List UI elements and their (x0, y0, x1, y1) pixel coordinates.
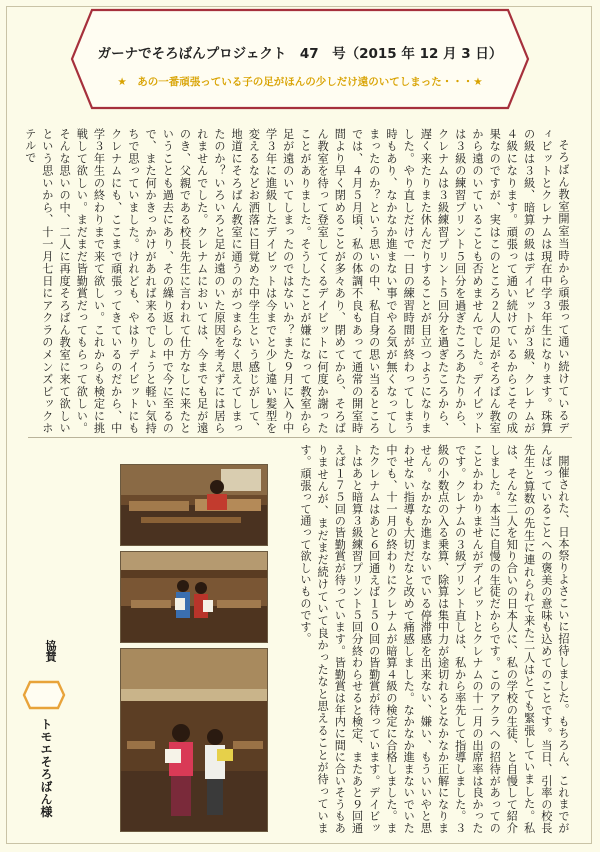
classroom-photo-3 (120, 648, 268, 832)
classroom-photo-2 (120, 551, 268, 643)
sponsor-label: 協賛 (44, 640, 57, 662)
article-paragraph: 開催された、日本祭りよさこいに招待しました。もちろん、これまでがんばっていることへの褒美の意味も込めてのことです。当日、引率の校長先生と算数の先生に連れられて来た二人はとても緊張していました。私は、そんな二人を知り合いの日本人に、私の学校の生徒、と自慢して紹介しました。本当に自慢の生徒だからです。このアクラへの招待があってのことかわかりませんがデイビットとクレナムの十一月の出席率は良かったです。クレナムの３級プリント直しは、私から率先して指導しました。３級の小数点の入る乗算、除算は集中力が途切れるとなかなか正解になりません。なかなか進まないでいる停滞感を出来ない、嫌い、もういいやと思わせない指導も大切だなと改めて痛感しました。なかなか進まないでいた中でも、十一月の終わりにクレナムが暗算４級の検定に合格しました。またクレナムはあと６回通えば１５０回の皆勤賞が待っています。デイビットはあと暗算３級練習プリント５回分終わらせると検定、またあと９回通えば１７５回の皆勤賞が待っています。皆勤賞は年内に間に合いそうもありませんが、まだまだ続けていて良かったなと思えることが待っています。頑張って通って欲しいものです。 (298, 444, 570, 834)
section-divider (28, 437, 572, 438)
sponsor-badge-icon (22, 680, 66, 710)
newsletter-subtitle: ★ あの一番頑張っている子の足がほんの少しだけ遠のいてしまった・・・★ (117, 76, 483, 88)
article-top-column (23, 128, 572, 434)
header-banner (70, 8, 530, 110)
classroom-photo-1 (120, 464, 268, 546)
sponsor-name: トモエそろばん様 (39, 718, 53, 818)
article-paragraph: そろばん教室開室当時から頑張って通い続けているディビットとクレナムは現在中学３年生になります。珠算の級は３級、暗算の級はデイビットが３級、クレナムが４級になります。頑張って通い続けているからこその成果なのですが、実はこのところ２人の足がそろばん教室から遠のいていることも否めませんでした。デイビットは３級の練習プリント５回分を過ぎたころあたりから、クレナムは３級練習プリント５回分を過ぎたころから、遅く来たりまた休んだりすることが目立つようになりました。やり直しだけで一日の練習時間が終わってしまう時もあり、なかなか進まない事でやる気が無くなってしまったのか？という思いの中、私自身の思い当るところでは、４月５月頃、私の体調不良もあって通常の開室時間より早く閉めることが多々あり、閉めてから、そろばん教室を待って登室してくるデイビットに何度か謝ったことがありました。そうしたことが嫌になって教室から足が遠のいてしまったのではないか？また９月に入り中学３年に進級したデイビットは今までと少し違い髪型を変えるなどお洒落に目覚めた中学生という感じがして、地道にそろばん教室に通うのがつまらなく思えてしまったのか？いろいろと足が遠のいた原因を考えずには居られませんでした。クレナムにおいては、今までも足が遠のき、父親である校長先生に言われて仕方なしに来たということも過去にあり、その繰り返しの中で今に至るので、また何かきっかけがあれば来るでしょうと軽い気持ちで思っていました。けれども、やはりデイビットにもクレナムにも、ここまで頑張ってきているのだから、中学３年生の終わりまで来て欲しい。これからも検定に挑戦して欲しい。まだまだ皆勤賞だってもらって欲しい。そんな思いの中、二人に再度そろばん教室に来て欲しいという思いから、十一月七日にアクラのメンズビックホテルで (23, 128, 570, 434)
article-bottom-column (298, 444, 572, 834)
newsletter-title: ガーナでそろばんプロジェクト 47 号（2015 年 12 月 3 日） (97, 46, 503, 62)
